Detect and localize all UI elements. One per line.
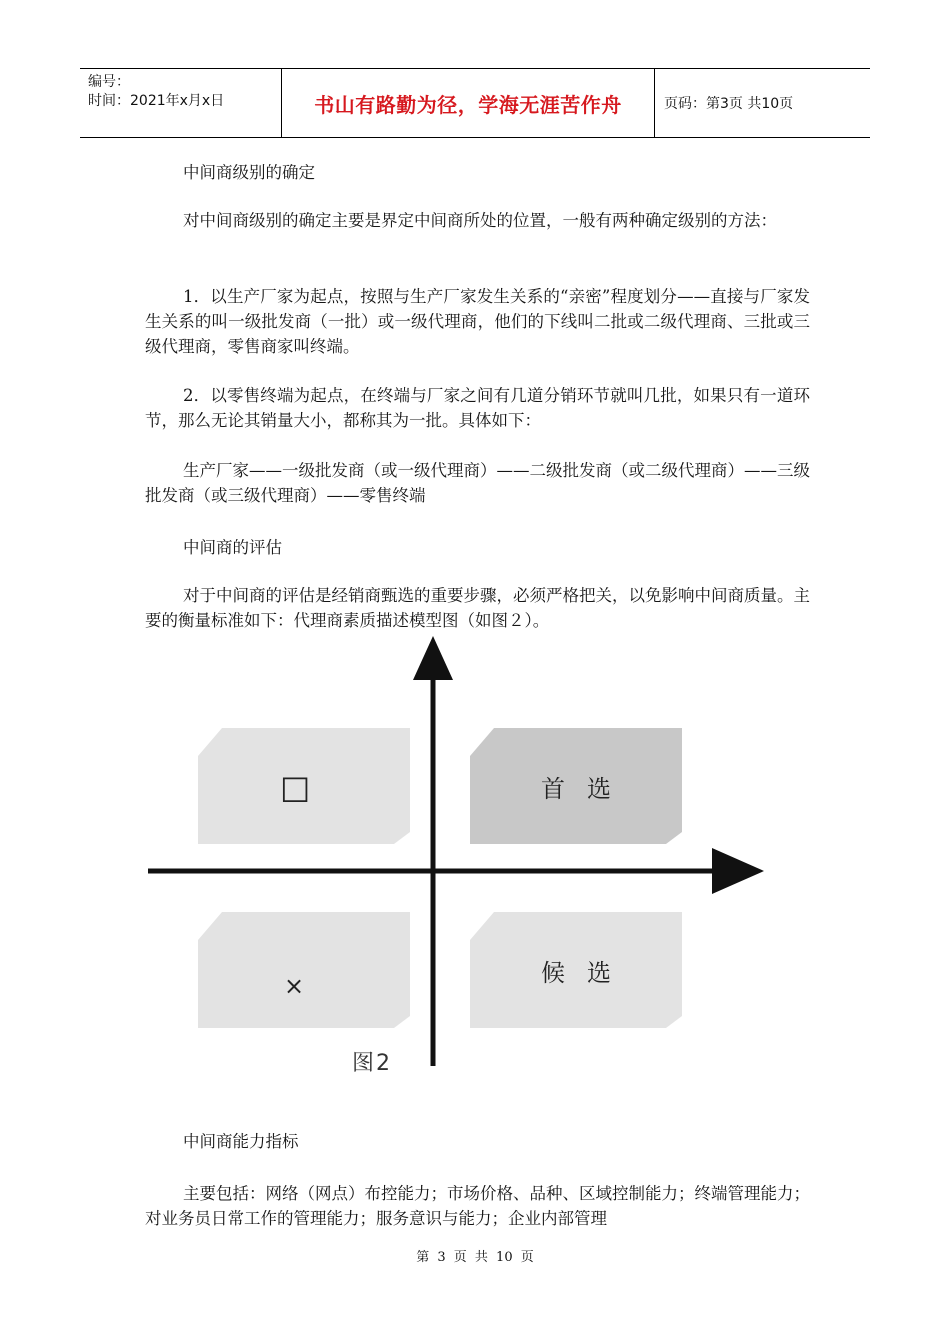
heading-ability: 中间商能力指标 <box>183 1132 299 1151</box>
paragraph-chain: 生产厂家——一级批发商（或一级代理商）——二级批发商（或二级代理商）——三级批发商（或三级代理商）——零售终端 <box>145 461 810 505</box>
heading-level: 中间商级别的确定 <box>183 163 315 182</box>
cross-symbol: × <box>284 972 305 1000</box>
header-number: 编号： <box>88 74 130 90</box>
paragraph-eval: 对于中间商的评估是经销商甄选的重要步骤，必须严格把关，以免影响中间商质量。主要的衡量标准如下：代理商素质描述模型图（如图２）。 <box>145 586 810 630</box>
header-time: 时间：2021年x月x日 <box>88 93 225 109</box>
quadrant-figure <box>140 632 780 1082</box>
header-meta <box>88 73 278 111</box>
heading-eval: 中间商的评估 <box>183 538 282 557</box>
figure-caption: 图2 <box>352 1051 392 1076</box>
paragraph-method-2: 2．以零售终端为起点，在终端与厂家之间有几道分销环节就叫几批，如果只有一道环节，那么无论其销量大小，都称其为一批。具体如下： <box>145 386 810 430</box>
label-preferred: 首选 <box>541 774 633 803</box>
header-divider <box>654 69 655 137</box>
page-footer: 第 3 页 共 10 页 <box>416 1250 534 1265</box>
header-motto: 书山有路勤为径，学海无涯苦作舟 <box>314 92 622 117</box>
header-page-number: 页码：第3页 共10页 <box>664 96 794 112</box>
vertical-arrow-head <box>413 636 453 680</box>
axes <box>140 632 780 1082</box>
square-symbol: □ <box>280 768 311 806</box>
label-candidate: 候选 <box>541 958 633 987</box>
paragraph-ability: 主要包括：网络（网点）布控能力；市场价格、品种、区域控制能力；终端管理能力；对业务员日常工作的管理能力；服务意识与能力；企业内部管理 <box>145 1184 810 1228</box>
horizontal-arrow-head <box>712 848 764 894</box>
page-header <box>80 68 870 138</box>
paragraph-level-intro: 对中间商级别的确定主要是界定中间商所处的位置，一般有两种确定级别的方法： <box>183 211 777 230</box>
paragraph-method-1: 1．以生产厂家为起点，按照与生产厂家发生关系的“亲密”程度划分——直接与厂家发生关系的叫一级批发商（一批）或一级代理商，他们的下线叫二批或二级代理商、三批或三级代理商，零售商家叫终端。 <box>145 287 810 356</box>
